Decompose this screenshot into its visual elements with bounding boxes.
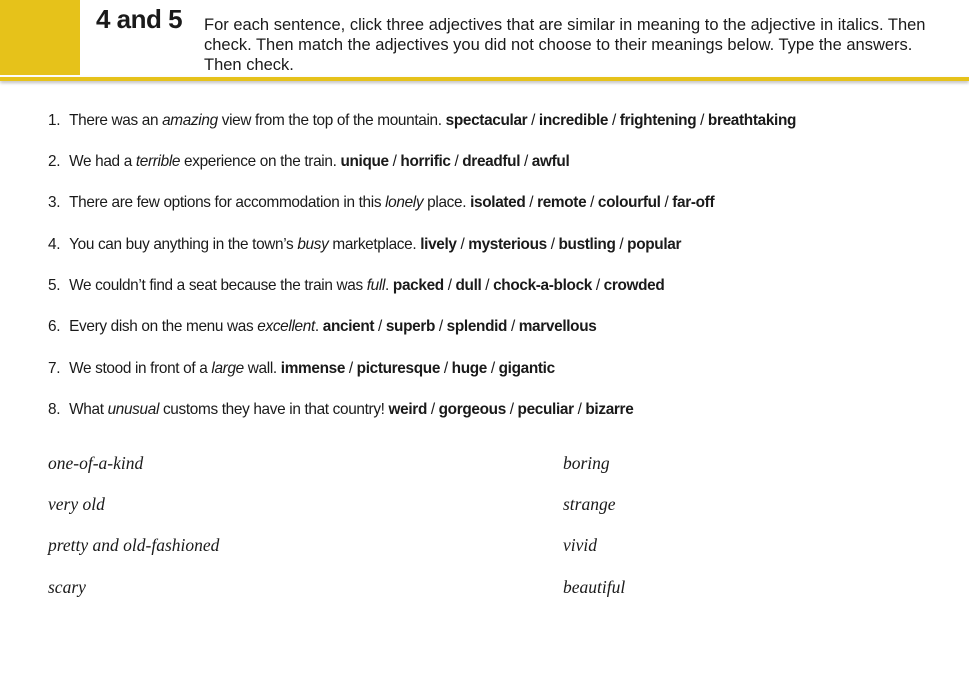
- adjective-option[interactable]: peculiar: [517, 401, 574, 418]
- adjective-option[interactable]: isolated: [470, 194, 526, 211]
- sentence-text-before: Every dish on the menu was: [69, 318, 258, 335]
- sentence-3: [48, 194, 714, 212]
- adjective-option[interactable]: awful: [531, 153, 570, 170]
- adjective-option[interactable]: incredible: [538, 112, 609, 129]
- option-separator: /: [490, 360, 495, 377]
- sentence-text-before: We couldn’t find a seat because the train was: [69, 277, 367, 294]
- meaning-left-2: very old: [48, 494, 105, 514]
- sentence-text-after: .: [314, 318, 323, 335]
- sentence-text-after: experience on the train.: [180, 153, 341, 170]
- option-separator: /: [430, 401, 435, 418]
- sentence-number: 3.: [48, 194, 61, 211]
- sentence-5: [48, 277, 664, 295]
- option-separator: /: [529, 194, 534, 211]
- meaning-left-1: one-of-a-kind: [48, 453, 144, 473]
- sentence-4: [48, 236, 681, 254]
- meaning-right-2: strange: [563, 494, 616, 514]
- sentence-text-before: There was an: [69, 112, 163, 129]
- target-adjective: busy: [297, 236, 329, 253]
- option-separator: /: [378, 318, 382, 335]
- target-adjective: terrible: [135, 153, 181, 170]
- sentence-text-after: place.: [423, 194, 471, 211]
- sentence-8: [48, 401, 633, 419]
- adjective-option[interactable]: spectacular: [445, 112, 528, 129]
- option-separator: /: [348, 360, 353, 377]
- sentence-text-before: There are few options for accommodation in this: [69, 194, 386, 211]
- adjective-option[interactable]: gigantic: [498, 360, 555, 377]
- option-separator: /: [485, 277, 490, 294]
- option-separator: /: [595, 277, 600, 294]
- adjective-option[interactable]: horrific: [400, 153, 451, 170]
- option-separator: /: [619, 236, 624, 253]
- option-separator: /: [438, 318, 443, 335]
- sentence-text-before: We had a: [69, 153, 136, 170]
- sentence-number: 8.: [48, 401, 61, 418]
- adjective-option[interactable]: picturesque: [356, 360, 441, 377]
- sentence-text-after: .: [385, 277, 393, 294]
- adjective-option[interactable]: colourful: [597, 194, 661, 211]
- target-adjective: full: [366, 277, 386, 294]
- sentence-text-before: What: [69, 401, 108, 418]
- option-separator: /: [460, 236, 465, 253]
- adjective-option[interactable]: packed: [392, 277, 444, 294]
- target-adjective: excellent: [257, 318, 315, 335]
- adjective-option[interactable]: dull: [455, 277, 482, 294]
- target-adjective: lonely: [385, 194, 424, 211]
- header-accent-block: [0, 0, 80, 75]
- adjective-option[interactable]: gorgeous: [438, 401, 506, 418]
- option-separator: /: [590, 194, 595, 211]
- adjective-option[interactable]: superb: [385, 318, 436, 335]
- sentence-number: 7.: [48, 360, 61, 377]
- meaning-right-1: boring: [563, 453, 610, 473]
- sentence-text-before: You can buy anything in the town’s: [69, 236, 298, 253]
- sentence-number: 1.: [48, 112, 61, 129]
- option-separator: /: [392, 153, 397, 170]
- adjective-option[interactable]: remote: [537, 194, 587, 211]
- sentence-1: [48, 112, 796, 130]
- option-separator: /: [447, 277, 452, 294]
- adjective-option[interactable]: weird: [388, 401, 428, 418]
- meaning-right-3: vivid: [563, 535, 598, 555]
- sentence-number: 5.: [48, 277, 61, 294]
- adjective-option[interactable]: dreadful: [462, 153, 521, 170]
- sentence-text-after: marketplace.: [328, 236, 421, 253]
- sentence-text-after: view from the top of the mountain.: [217, 112, 446, 129]
- sentence-7: [48, 360, 555, 378]
- sentence-number: 2.: [48, 153, 61, 170]
- adjective-option[interactable]: popular: [627, 236, 682, 253]
- adjective-option[interactable]: huge: [451, 360, 488, 377]
- option-separator: /: [510, 318, 515, 335]
- option-separator: /: [443, 360, 448, 377]
- sentence-text-after: wall.: [243, 360, 281, 377]
- adjective-option[interactable]: crowded: [603, 277, 665, 294]
- option-separator: /: [700, 112, 705, 129]
- option-separator: /: [524, 153, 528, 170]
- header-divider: [0, 77, 969, 81]
- sentence-2: [48, 153, 569, 171]
- option-separator: /: [454, 153, 459, 170]
- sentence-text-before: We stood in front of a: [69, 360, 212, 377]
- adjective-option[interactable]: far-off: [672, 194, 715, 211]
- target-adjective: amazing: [162, 112, 218, 129]
- meaning-left-4: scary: [48, 577, 86, 597]
- adjective-option[interactable]: frightening: [619, 112, 697, 129]
- adjective-option[interactable]: immense: [280, 360, 346, 377]
- option-separator: /: [509, 401, 514, 418]
- sentence-number: 6.: [48, 318, 61, 335]
- exercise-number: 4 and 5: [96, 4, 183, 34]
- adjective-option[interactable]: unique: [340, 153, 389, 170]
- adjective-option[interactable]: breathtaking: [707, 112, 797, 129]
- adjective-option[interactable]: ancient: [322, 318, 375, 335]
- adjective-option[interactable]: bustling: [558, 236, 616, 253]
- sentence-text-after: customs they have in that country!: [159, 401, 389, 418]
- sentence-6: [48, 318, 596, 336]
- option-separator: /: [550, 236, 555, 253]
- adjective-option[interactable]: lively: [420, 236, 457, 253]
- adjective-option[interactable]: bizarre: [585, 401, 634, 418]
- option-separator: /: [531, 112, 536, 129]
- instructions: For each sentence, click three adjectives that are similar in meaning to the adjective in italics. Then check. Then match the adjectives you did not choose to their meanings below. Type the answers. Then check.: [204, 16, 926, 74]
- adjective-option[interactable]: mysterious: [468, 236, 547, 253]
- adjective-option[interactable]: splendid: [446, 318, 508, 335]
- adjective-option[interactable]: marvellous: [518, 318, 597, 335]
- meaning-left-3: pretty and old-fashioned: [48, 535, 220, 555]
- option-separator: /: [664, 194, 669, 211]
- adjective-option[interactable]: chock-a-block: [493, 277, 592, 294]
- target-adjective: large: [211, 360, 244, 377]
- sentence-number: 4.: [48, 236, 61, 253]
- option-separator: /: [611, 112, 616, 129]
- meaning-right-4: beautiful: [563, 577, 626, 597]
- target-adjective: unusual: [107, 401, 160, 418]
- option-separator: /: [577, 401, 582, 418]
